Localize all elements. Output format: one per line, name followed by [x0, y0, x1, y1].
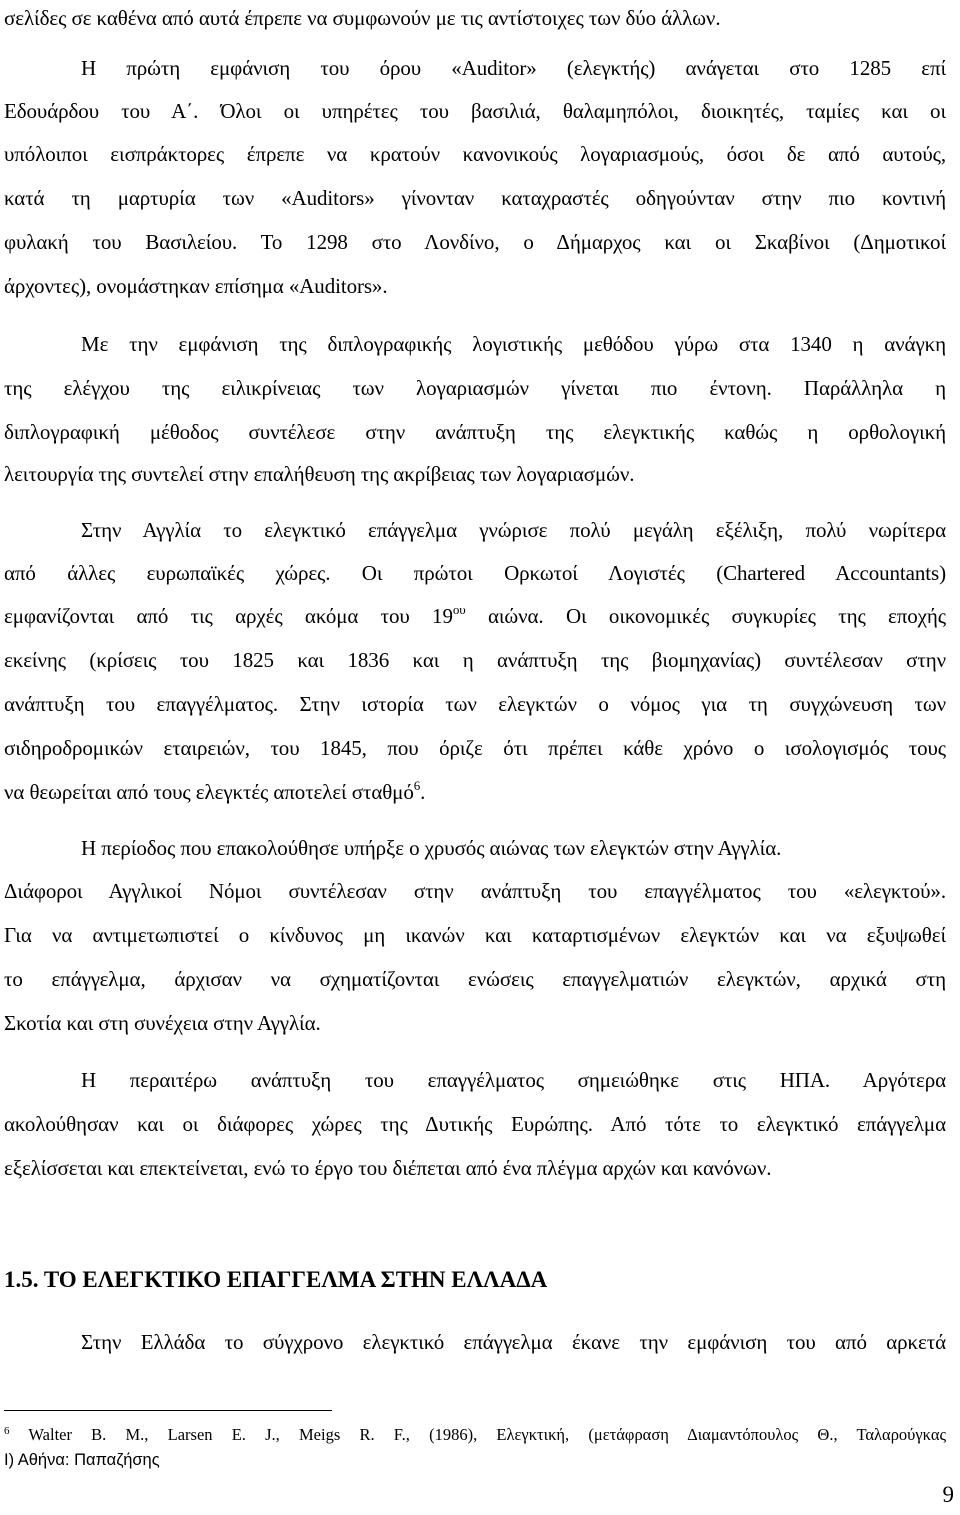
- line-text: Εδουάρδου του Α΄. Όλοι οι υπηρέτες του βασιλιά, θαλαμηπόλοι, διοικητές, ταμίες και οι: [4, 99, 946, 123]
- paragraph-line: [4, 1328, 946, 1356]
- line-text: Σκοτία και στη συνέχεια στην Αγγλία.: [4, 1011, 321, 1035]
- paragraph-line: [4, 1154, 946, 1182]
- paragraph-line: [4, 374, 946, 402]
- line-text: διπλογραφική μέθοδος συντέλεσε στην ανάπτυξη της ελεγκτικής καθώς η ορθολογική: [4, 420, 946, 444]
- line-text: Η περίοδος που επακολούθησε υπήρξε ο χρυσός αιώνας των ελεγκτών στην Αγγλία.: [81, 836, 782, 860]
- paragraph-line: [4, 97, 946, 125]
- footnote-rule: [4, 1410, 332, 1411]
- footnote-line-2: Ι) Αθήνα: Παπαζήσης: [4, 1451, 160, 1469]
- line-text: σιδηροδρομικών εταιρειών, του 1845, που όριζε ότι πρέπει κάθε χρόνο ο ισολογισμός τους: [4, 736, 946, 760]
- paragraph-line: [4, 646, 946, 674]
- line-text: Η περαιτέρω ανάπτυξη του επαγγέλματος σημειώθηκε στις ΗΠΑ. Αργότερα: [81, 1068, 946, 1092]
- paragraph-line: [4, 54, 946, 82]
- paragraph-line: [4, 4, 946, 32]
- paragraph-line: [4, 877, 946, 905]
- paragraph-line: [4, 272, 946, 300]
- footnote-mark: 6: [4, 1425, 10, 1437]
- paragraph-line: [4, 330, 946, 358]
- paragraph-line: [4, 690, 946, 718]
- paragraph-line: [4, 965, 946, 993]
- paragraph-line: [4, 516, 946, 544]
- paragraph-line: [4, 184, 946, 212]
- line-text: το επάγγελμα, άρχισαν να σχηματίζονται ενώσεις επαγγελματιών ελεγκτών, αρχικά στη: [4, 967, 946, 991]
- paragraph-line: [4, 418, 946, 446]
- paragraph-line: [4, 734, 946, 762]
- line-text: ακολούθησαν και οι διάφορες χώρες της Δυτικής Ευρώπης. Από τότε το ελεγκτικό επάγγελμα: [4, 1112, 946, 1136]
- paragraph-line: [4, 1009, 946, 1037]
- paragraph-line: [4, 140, 946, 168]
- line-text: σελίδες σε καθένα από αυτά έπρεπε να συμφωνούν με τις αντίστοιχες των δύο άλλων.: [4, 6, 721, 30]
- line-text-after: .: [420, 780, 426, 804]
- paragraph-line: [4, 834, 946, 862]
- paragraph-line: [4, 921, 946, 949]
- line-text: Για να αντιμετωπιστεί ο κίνδυνος μη ικανών και καταρτισμένων ελεγκτών και να εξυψωθεί: [4, 923, 946, 947]
- paragraph-line: [4, 602, 946, 630]
- footnote-text: Walter B. M., Larsen E. J., Meigs R. F., (1986), Ελεγκτική, (μετάφραση Διαμαντόπουλος Θ., Ταλαρούγκας: [9, 1425, 946, 1444]
- line-text: Με την εμφάνιση της διπλογραφικής λογιστικής μεθόδου γύρω στα 1340 η ανάγκη: [81, 332, 946, 356]
- line-text: Διάφοροι Αγγλικοί Νόμοι συντέλεσαν στην ανάπτυξη του επαγγέλματος του «ελεγκτού».: [4, 879, 946, 903]
- line-text: κατά τη μαρτυρία των «Auditors» γίνονταν καταχραστές οδηγούνταν στην πιο κοντινή: [4, 186, 946, 210]
- line-text-after: αιώνα. Οι οικονομικές συγκυρίες της εποχής: [465, 604, 946, 628]
- line-text: εκείνης (κρίσεις του 1825 και 1836 και η ανάπτυξη της βιομηχανίας) συντέλεσαν στην: [4, 648, 946, 672]
- paragraph-line: [4, 1110, 946, 1138]
- line-text: φυλακή του Βασιλείου. Το 1298 στο Λονδίνο, ο Δήμαρχος και οι Σκαβίνοι (Δημοτικοί: [4, 230, 946, 254]
- line-text: να θεωρείται από τους ελεγκτές αποτελεί σταθμό: [4, 780, 414, 804]
- line-text: από άλλες ευρωπαϊκές χώρες. Οι πρώτοι Ορκωτοί Λογιστές (Chartered Accountants): [4, 561, 946, 585]
- line-text: άρχοντες), ονομάστηκαν επίσημα «Auditors».: [4, 274, 388, 298]
- line-text: ανάπτυξη του επαγγέλματος. Στην ιστορία των ελεγκτών ο νόμος για τη συγχώνευση των: [4, 692, 946, 716]
- line-text: λειτουργία της συντελεί στην επαλήθευση της ακρίβειας των λογαριασμών.: [4, 462, 635, 486]
- paragraph-line: [4, 460, 946, 488]
- line-text: εξελίσσεται και επεκτείνεται, ενώ το έργο του διέπεται από ένα πλέγμα αρχών και κανόνων.: [4, 1156, 772, 1180]
- paragraph-line: [4, 1066, 946, 1094]
- paragraph-line: [4, 559, 946, 587]
- footnote-line: [4, 1424, 946, 1446]
- line-text: της ελέγχου της ειλικρίνειας των λογαριασμών γίνεται πιο έντονη. Παράλληλα η: [4, 376, 946, 400]
- line-text: Στην Αγγλία το ελεγκτικό επάγγελμα γνώρισε πολύ μεγάλη εξέλιξη, πολύ νωρίτερα: [81, 518, 946, 542]
- superscript: ου: [452, 602, 466, 617]
- line-text: Η πρώτη εμφάνιση του όρου «Auditor» (ελεγκτής) ανάγεται στο 1285 επί: [81, 56, 946, 80]
- page-number: 9: [942, 1482, 954, 1507]
- line-text: εμφανίζονται από τις αρχές ακόμα του 19: [4, 604, 453, 628]
- line-text: Στην Ελλάδα το σύγχρονο ελεγκτικό επάγγελμα έκανε την εμφάνιση του από αρκετά: [81, 1330, 946, 1354]
- section-heading: 1.5. ΤΟ ΕΛΕΓΚΤΙΚΟ ΕΠΑΓΓΕΛΜΑ ΣΤΗΝ ΕΛΛΑΔΑ: [4, 1267, 548, 1292]
- line-text: υπόλοιποι εισπράκτορες έπρεπε να κρατούν κανονικούς λογαριασμούς, όσοι δε από αυτούς,: [4, 142, 946, 166]
- paragraph-line: [4, 778, 946, 806]
- paragraph-line: [4, 228, 946, 256]
- superscript: 6: [413, 778, 421, 793]
